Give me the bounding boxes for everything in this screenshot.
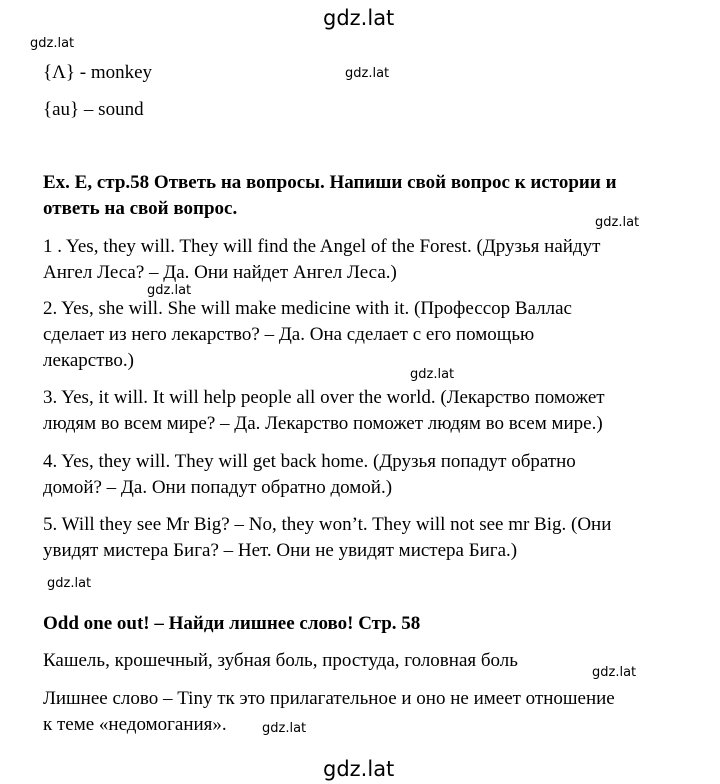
watermark-bottom: gdz.lat bbox=[323, 757, 395, 781]
exercise-heading-line-2: ответь на свой вопрос. bbox=[43, 198, 238, 219]
answer-3-line-1: 3. Yes, it will. It will help people all over the world. (Лекарство поможет bbox=[43, 387, 605, 408]
watermark-mid: gdz.lat bbox=[345, 66, 390, 81]
answer-4-line-2: домой? – Да. Они попадут обратно домой.) bbox=[43, 477, 393, 498]
answer-2-line-1: 2. Yes, she will. She will make medicine with it. (Профессор Валлас bbox=[43, 298, 572, 319]
exercise-heading-line-1: Ex. E, стр.58 Ответь на вопросы. Напиши свой вопрос к истории и bbox=[43, 172, 617, 193]
odd-one-out-heading: Odd one out! – Найди лишнее слово! Стр. 58 bbox=[43, 613, 421, 634]
answer-1-line-1: 1 . Yes, they will. They will find the Angel of the Forest. (Друзья найдут bbox=[43, 236, 601, 257]
sound-line-2: {au} – sound bbox=[43, 99, 144, 120]
watermark-item3: gdz.lat bbox=[410, 367, 455, 382]
answer-1-line-2: Ангел Леса? – Да. Они найдет Ангел Леса.) bbox=[43, 262, 397, 283]
sound-line-1: {Λ} - monkey bbox=[43, 62, 153, 83]
odd-one-out-explanation-line-2: к теме «недомогания». bbox=[43, 714, 227, 735]
answer-3-line-2: людям во всем мире? – Да. Лекарство поможет людям во всем мире.) bbox=[43, 413, 603, 434]
odd-one-out-words: Кашель, крошечный, зубная боль, простуда, головная боль bbox=[43, 650, 518, 671]
watermark-odd-right: gdz.lat bbox=[592, 665, 637, 680]
answer-5-line-2: увидят мистера Бига? – Нет. Они не увидят мистера Бига.) bbox=[43, 540, 518, 561]
answer-2-line-3: лекарство.) bbox=[43, 350, 134, 371]
watermark-end-inline: gdz.lat bbox=[262, 721, 307, 736]
watermark-item2: gdz.lat bbox=[147, 283, 192, 298]
answer-5-line-1: 5. Will they see Mr Big? – No, they won’t. They will not see mr Big. (Они bbox=[43, 514, 612, 535]
watermark-left: gdz.lat bbox=[30, 36, 75, 51]
watermark-top: gdz.lat bbox=[323, 6, 395, 30]
watermark-after-item5: gdz.lat bbox=[47, 576, 92, 591]
answer-4-line-1: 4. Yes, they will. They will get back home. (Друзья попадут обратно bbox=[43, 451, 576, 472]
answer-2-line-2: сделает из него лекарство? – Да. Она сделает с его помощью bbox=[43, 324, 535, 345]
odd-one-out-explanation-line-1: Лишнее слово – Tiny тк это прилагательное и оно не имеет отношение bbox=[43, 688, 615, 709]
watermark-ex-right: gdz.lat bbox=[595, 215, 640, 230]
